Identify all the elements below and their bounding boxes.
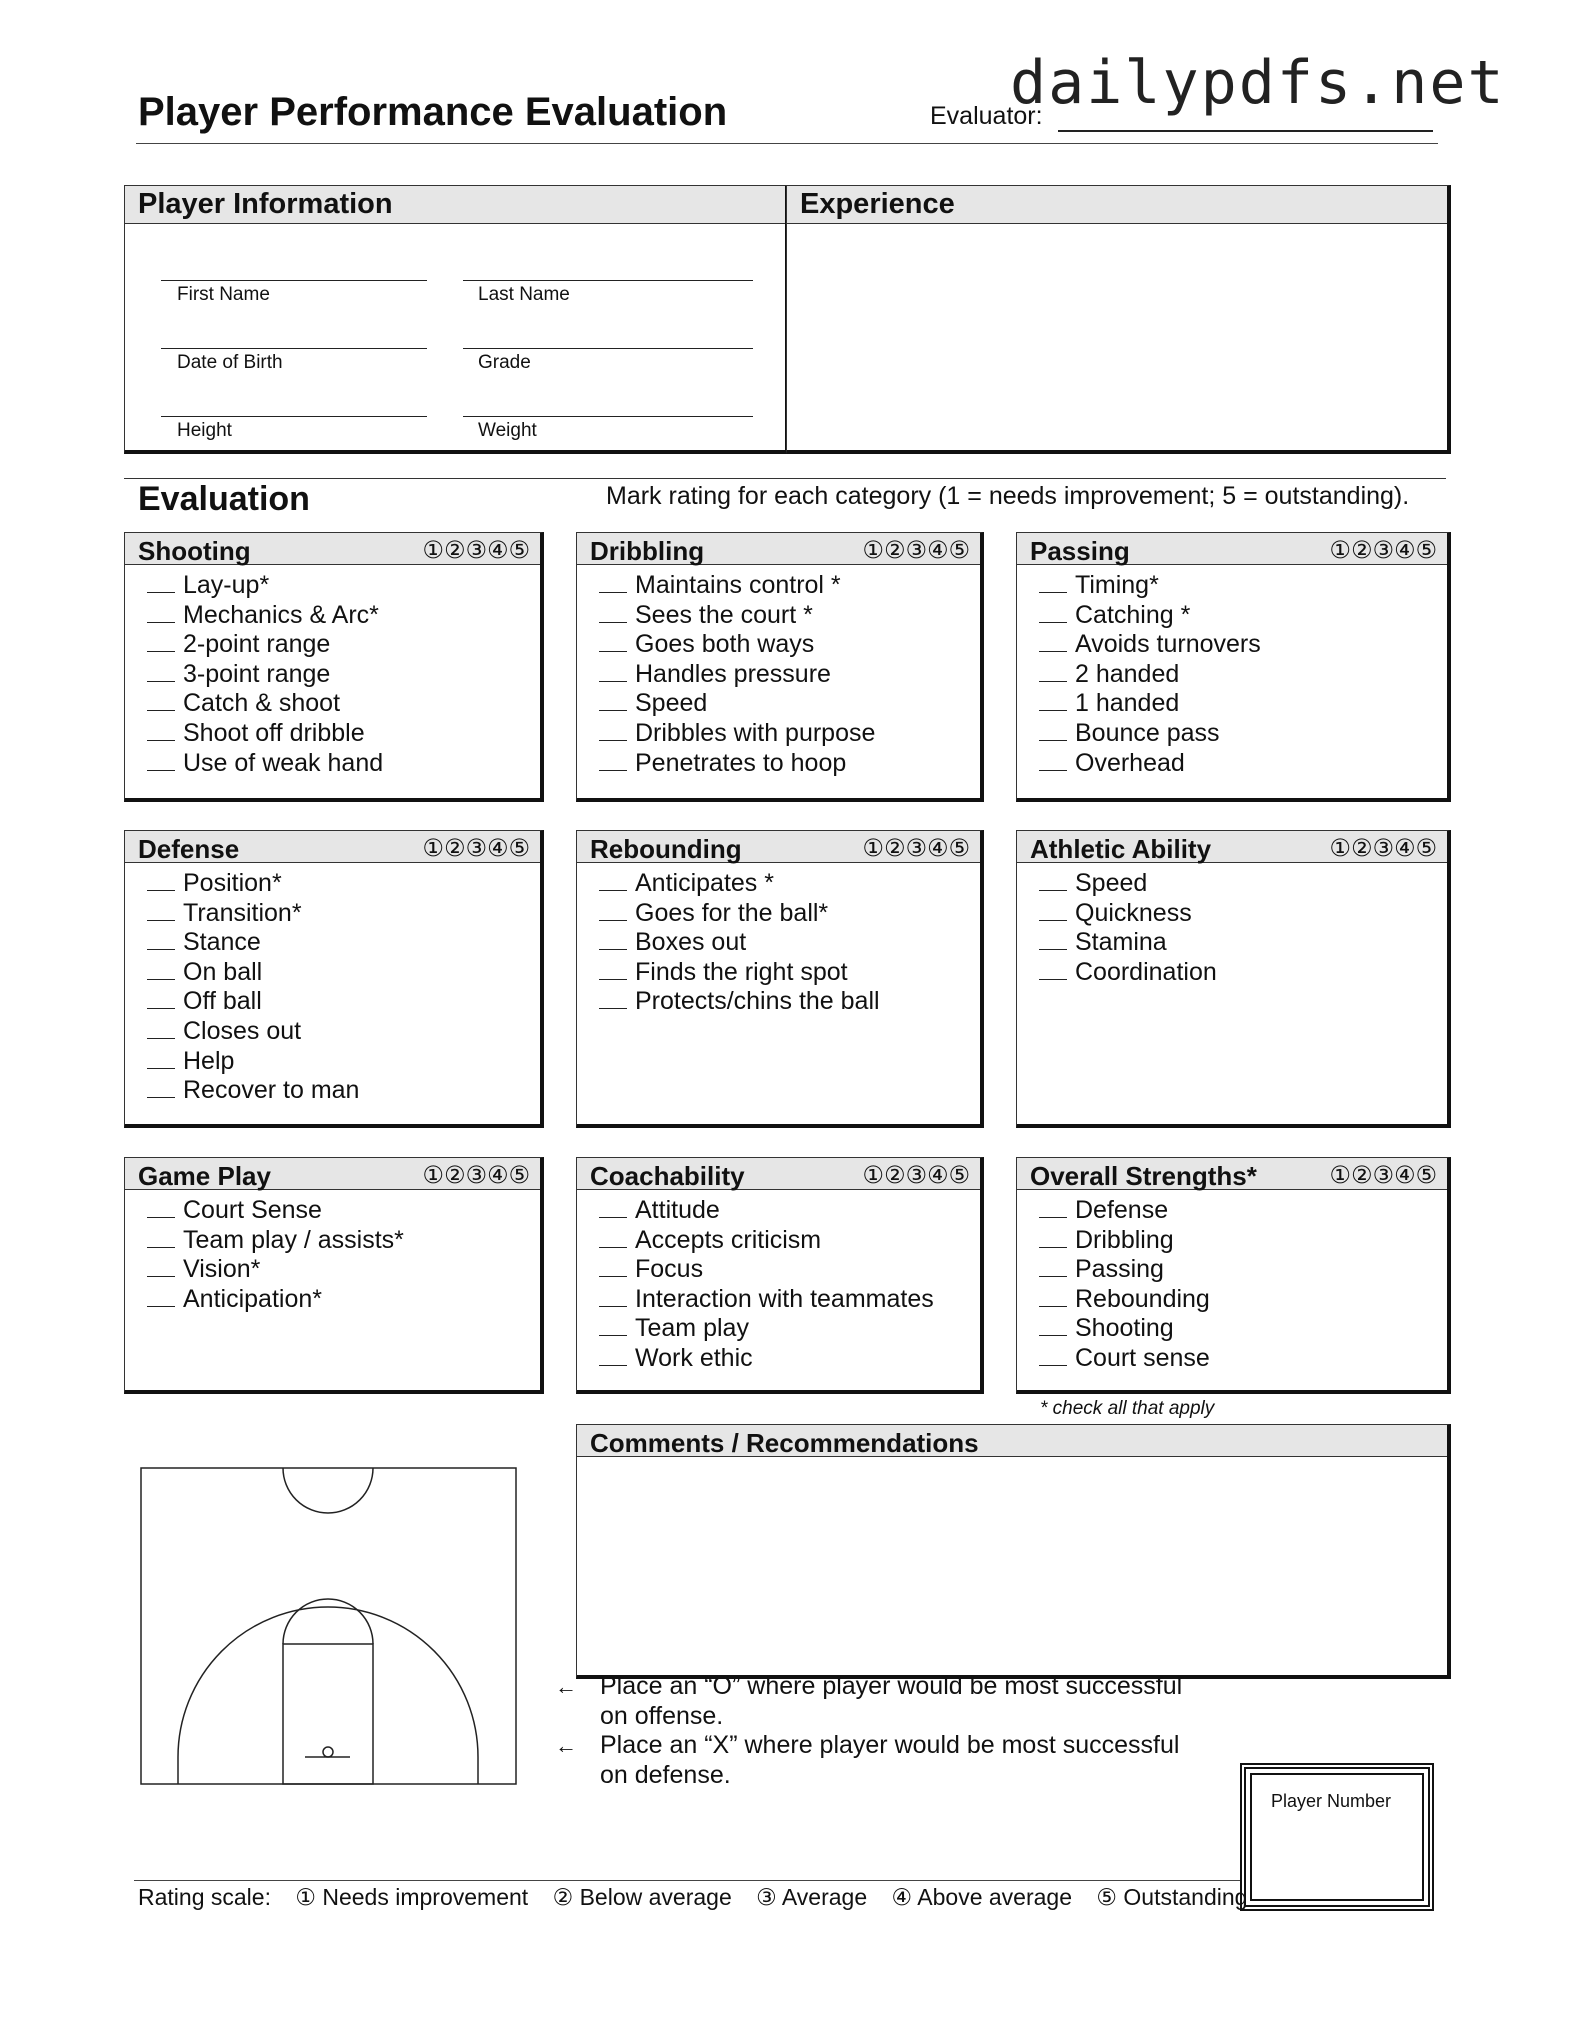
offense-instruction-text — [600, 1672, 1182, 1731]
skill-list — [147, 571, 383, 778]
category-athletic-ability — [1016, 830, 1451, 1128]
mark-blank[interactable] — [599, 870, 627, 891]
skill-item[interactable] — [1039, 928, 1217, 958]
skill-list — [599, 571, 875, 778]
mark-blank[interactable] — [147, 572, 175, 593]
skill-label: Off ball — [183, 987, 262, 1016]
skill-item[interactable] — [147, 1076, 359, 1106]
rating-circles[interactable]: ①②③④⑤ — [422, 834, 530, 862]
skill-item[interactable] — [599, 1196, 934, 1226]
offense-line-1: Place an “O” where player would be most successful — [600, 1672, 1183, 1700]
mark-blank[interactable] — [147, 1286, 175, 1307]
rating-level-3: ③ Average — [756, 1884, 868, 1910]
skill-item[interactable] — [599, 571, 875, 601]
skill-item[interactable] — [599, 689, 875, 719]
rating-circles[interactable]: ①②③④⑤ — [422, 536, 530, 564]
skill-label: Dribbling — [1075, 1225, 1174, 1254]
comments-title: Comments / Recommendations — [590, 1428, 979, 1458]
category-coachability — [576, 1157, 984, 1394]
skill-label: 1 handed — [1075, 689, 1180, 718]
skill-item[interactable] — [599, 660, 875, 690]
skill-item[interactable] — [1039, 1196, 1210, 1226]
skill-item[interactable] — [599, 1285, 934, 1315]
skill-item[interactable] — [1039, 1255, 1210, 1285]
skill-label: Court sense — [1075, 1343, 1210, 1372]
category-header — [577, 831, 980, 863]
category-title: Coachability — [590, 1161, 745, 1191]
evaluation-divider — [124, 478, 1446, 479]
skill-item[interactable] — [1039, 749, 1261, 779]
skill-label: Stance — [183, 928, 261, 957]
skill-item[interactable] — [147, 958, 359, 988]
mark-blank[interactable] — [147, 1048, 175, 1069]
category-title: Defense — [138, 834, 240, 864]
skill-label: Stamina — [1075, 928, 1167, 957]
category-title: Athletic Ability — [1030, 834, 1212, 864]
evaluator-field[interactable] — [1058, 130, 1433, 132]
category-header — [1017, 1158, 1447, 1190]
mark-blank[interactable] — [147, 1227, 175, 1248]
rating-circles[interactable]: ①②③④⑤ — [422, 1161, 530, 1189]
skill-label: Catching * — [1075, 600, 1191, 629]
skill-item[interactable] — [147, 869, 359, 899]
mark-blank[interactable] — [1039, 1345, 1067, 1366]
skill-label: Shooting — [1075, 1314, 1174, 1343]
mark-blank[interactable] — [1039, 929, 1067, 950]
skill-item[interactable] — [1039, 719, 1261, 749]
skill-label: 2-point range — [183, 630, 331, 659]
rating-circles[interactable]: ①②③④⑤ — [862, 1161, 970, 1189]
skill-item[interactable] — [147, 899, 359, 929]
player-number-box[interactable] — [1240, 1763, 1434, 1911]
skill-label: Closes out — [183, 1016, 302, 1045]
mark-blank[interactable] — [599, 1286, 627, 1307]
mark-blank[interactable] — [1039, 1227, 1067, 1248]
mark-blank[interactable] — [599, 1256, 627, 1277]
skill-label: 2 handed — [1075, 659, 1180, 688]
skill-label: Bounce pass — [1075, 718, 1220, 747]
skill-item[interactable] — [147, 1255, 404, 1285]
experience-header — [787, 186, 1447, 224]
skill-list — [1039, 869, 1217, 987]
mark-blank[interactable] — [147, 870, 175, 891]
half-court-diagram[interactable] — [140, 1467, 517, 1785]
skill-list — [599, 869, 880, 1017]
skill-label: Anticipates * — [635, 869, 774, 897]
skill-item[interactable] — [599, 899, 880, 929]
height-field[interactable] — [161, 416, 427, 417]
skill-label: Rebounding — [1075, 1284, 1210, 1313]
rating-scale-legend — [138, 1884, 1265, 1911]
mark-blank[interactable] — [147, 1018, 175, 1039]
skill-label: Avoids turnovers — [1075, 630, 1261, 659]
date-of-birth-label: Date of Birth — [177, 352, 283, 373]
skill-label: Vision* — [183, 1255, 261, 1284]
mark-blank[interactable] — [599, 1315, 627, 1336]
category-header — [577, 1158, 980, 1190]
skill-item[interactable] — [147, 1285, 404, 1315]
key-lane — [283, 1644, 373, 1784]
mark-blank[interactable] — [147, 959, 175, 980]
mark-blank[interactable] — [147, 1256, 175, 1277]
hoop — [323, 1747, 333, 1757]
skill-item[interactable] — [1039, 601, 1261, 631]
arrow-left-icon: ← — [555, 1733, 577, 1758]
category-header — [1017, 831, 1447, 863]
rating-scale-label: Rating scale: — [138, 1884, 271, 1910]
skill-list — [1039, 571, 1261, 778]
skill-item[interactable] — [147, 1226, 404, 1256]
mark-blank[interactable] — [599, 1227, 627, 1248]
skill-list — [147, 869, 359, 1106]
skill-item[interactable] — [599, 601, 875, 631]
skill-label: Work ethic — [635, 1343, 753, 1372]
mark-blank[interactable] — [1039, 870, 1067, 891]
skill-item[interactable] — [147, 1047, 359, 1077]
skill-item[interactable] — [1039, 1344, 1210, 1374]
skill-list — [147, 1196, 404, 1314]
category-passing — [1016, 532, 1451, 802]
category-overall-strengths — [1016, 1157, 1451, 1394]
skill-item[interactable] — [147, 719, 383, 749]
mark-blank[interactable] — [1039, 602, 1067, 623]
category-title: Shooting — [138, 536, 251, 566]
category-header — [125, 1158, 540, 1190]
mark-blank[interactable] — [147, 988, 175, 1009]
mark-blank[interactable] — [147, 631, 175, 652]
mark-blank[interactable] — [147, 602, 175, 623]
rating-level-4: ④ Above average — [891, 1884, 1072, 1910]
skill-label: Timing* — [1075, 571, 1159, 599]
page-title: Player Performance Evaluation — [138, 90, 728, 134]
skill-label: Passing — [1075, 1255, 1164, 1284]
skill-label: Team play — [635, 1314, 749, 1343]
category-header — [125, 533, 540, 565]
skill-label: Speed — [1075, 869, 1148, 897]
skill-label: Coordination — [1075, 957, 1217, 986]
skill-label: Accepts criticism — [635, 1225, 822, 1254]
player-number-label: Player Number — [1271, 1791, 1392, 1811]
category-shooting — [124, 532, 544, 802]
height-label: Height — [177, 420, 232, 441]
evaluation-heading: Evaluation — [138, 480, 310, 518]
mark-blank[interactable] — [147, 750, 175, 771]
category-game-play — [124, 1157, 544, 1394]
skill-item[interactable] — [599, 1344, 934, 1374]
skill-item[interactable] — [599, 719, 875, 749]
rating-circles[interactable]: ①②③④⑤ — [1329, 536, 1437, 564]
watermark: dailypdfs.net — [1010, 48, 1506, 118]
mark-blank[interactable] — [599, 720, 627, 741]
category-header — [1017, 533, 1447, 565]
skill-label: Attitude — [635, 1196, 720, 1224]
skill-label: Transition* — [183, 898, 302, 927]
skill-list — [599, 1196, 934, 1374]
skill-item[interactable] — [599, 1314, 934, 1344]
skill-item[interactable] — [1039, 660, 1261, 690]
mark-blank[interactable] — [599, 750, 627, 771]
skill-item[interactable] — [147, 630, 383, 660]
mark-blank[interactable] — [599, 1197, 627, 1218]
skill-item[interactable] — [1039, 869, 1217, 899]
mark-blank[interactable] — [1039, 690, 1067, 711]
skill-item[interactable] — [147, 1196, 404, 1226]
skill-label: Lay-up* — [183, 571, 270, 599]
skill-item[interactable] — [1039, 630, 1261, 660]
mark-blank[interactable] — [599, 900, 627, 921]
skill-label: Interaction with teammates — [635, 1284, 934, 1313]
experience-title: Experience — [800, 188, 955, 220]
skill-item[interactable] — [1039, 1285, 1210, 1315]
mark-blank[interactable] — [147, 1077, 175, 1098]
skill-item[interactable] — [147, 660, 383, 690]
category-title: Passing — [1030, 536, 1130, 566]
rating-level-2: ② Below average — [552, 1884, 732, 1910]
skill-item[interactable] — [147, 987, 359, 1017]
mark-blank[interactable] — [147, 900, 175, 921]
category-title: Dribbling — [590, 536, 705, 566]
skill-label: Goes both ways — [635, 630, 815, 659]
mark-blank[interactable] — [599, 661, 627, 682]
mark-blank[interactable] — [599, 602, 627, 623]
skill-label: Quickness — [1075, 898, 1192, 927]
comments-panel[interactable] — [576, 1424, 1451, 1679]
skill-item[interactable] — [147, 749, 383, 779]
defense-instruction — [555, 1731, 577, 1761]
arrow-left-icon: ← — [555, 1674, 577, 1699]
category-dribbling — [576, 532, 984, 802]
skill-item[interactable] — [1039, 571, 1261, 601]
grade-label: Grade — [478, 352, 531, 373]
mark-blank[interactable] — [147, 690, 175, 711]
skill-item[interactable] — [1039, 1226, 1210, 1256]
skill-label: Help — [183, 1046, 235, 1075]
skill-item[interactable] — [599, 630, 875, 660]
defense-line-2: on defense. — [600, 1760, 731, 1789]
date-of-birth-field[interactable] — [161, 348, 427, 349]
mark-blank[interactable] — [599, 929, 627, 950]
skill-item[interactable] — [147, 1017, 359, 1047]
mark-blank[interactable] — [599, 1345, 627, 1366]
defense-instruction-text — [600, 1731, 1179, 1790]
skill-item[interactable] — [599, 1226, 934, 1256]
skill-label: Dribbles with purpose — [635, 718, 876, 747]
offense-line-2: on offense. — [600, 1701, 724, 1730]
mark-blank[interactable] — [599, 959, 627, 980]
skill-label: Anticipation* — [183, 1284, 322, 1313]
skill-item[interactable] — [599, 1255, 934, 1285]
rating-circles[interactable]: ①②③④⑤ — [862, 536, 970, 564]
skill-item[interactable] — [147, 689, 383, 719]
skill-item[interactable] — [1039, 1314, 1210, 1344]
weight-label: Weight — [478, 420, 537, 441]
category-header — [125, 831, 540, 863]
skill-label: Penetrates to hoop — [635, 748, 847, 777]
first-name-field[interactable] — [161, 280, 427, 281]
mark-blank[interactable] — [599, 631, 627, 652]
category-defense — [124, 830, 544, 1128]
defense-line-1: Place an “X” where player would be most successful — [600, 1731, 1180, 1759]
court-boundary — [141, 1468, 516, 1784]
skill-label: Finds the right spot — [635, 957, 848, 986]
skill-list — [1039, 1196, 1210, 1374]
category-title: Overall Strengths* — [1030, 1161, 1257, 1191]
rating-circles[interactable]: ①②③④⑤ — [862, 834, 970, 862]
skill-label: Mechanics & Arc* — [183, 600, 379, 629]
skill-label: Protects/chins the ball — [635, 987, 880, 1016]
mark-blank[interactable] — [1039, 1197, 1067, 1218]
skill-label: Speed — [635, 689, 708, 718]
skill-item[interactable] — [599, 869, 880, 899]
skill-item[interactable] — [147, 601, 383, 631]
weight-field[interactable] — [463, 416, 753, 417]
rating-level-1: ① Needs improvement — [295, 1884, 529, 1910]
skill-label: Sees the court * — [635, 600, 813, 629]
mark-blank[interactable] — [1039, 720, 1067, 741]
skill-label: Handles pressure — [635, 659, 831, 688]
mark-blank[interactable] — [1039, 750, 1067, 771]
category-title: Game Play — [138, 1161, 271, 1191]
skill-label: Overhead — [1075, 748, 1185, 777]
mark-blank[interactable] — [147, 720, 175, 741]
skill-item[interactable] — [1039, 899, 1217, 929]
mark-blank[interactable] — [599, 690, 627, 711]
skill-item[interactable] — [147, 928, 359, 958]
mark-blank[interactable] — [147, 661, 175, 682]
skill-label: Shoot off dribble — [183, 718, 365, 747]
mark-blank[interactable] — [599, 988, 627, 1009]
grade-field[interactable] — [463, 348, 753, 349]
mark-blank[interactable] — [1039, 572, 1067, 593]
skill-label: Team play / assists* — [183, 1225, 404, 1254]
mark-blank[interactable] — [1039, 959, 1067, 980]
skill-item[interactable] — [599, 928, 880, 958]
skill-item[interactable] — [599, 958, 880, 988]
player-information-header — [125, 186, 785, 224]
last-name-label: Last Name — [478, 284, 570, 305]
category-rebounding — [576, 830, 984, 1128]
mark-blank[interactable] — [599, 572, 627, 593]
skill-label: 3-point range — [183, 659, 331, 688]
player-information-panel — [124, 185, 789, 454]
evaluator-label: Evaluator: — [930, 102, 1043, 130]
skill-label: Recover to man — [183, 1076, 360, 1105]
skill-label: Catch & shoot — [183, 689, 341, 718]
skill-label: Maintains control * — [635, 571, 841, 599]
footer-divider — [134, 1880, 1240, 1881]
free-throw-circle — [283, 1599, 373, 1644]
skill-item[interactable] — [599, 987, 880, 1017]
evaluation-instructions: Mark rating for each category (1 = needs improvement; 5 = outstanding). — [606, 482, 1410, 510]
mark-blank[interactable] — [1039, 661, 1067, 682]
header-divider — [136, 143, 1438, 144]
mark-blank[interactable] — [1039, 1286, 1067, 1307]
mark-blank[interactable] — [1039, 900, 1067, 921]
mark-blank[interactable] — [147, 929, 175, 950]
check-all-note: * check all that apply — [1040, 1398, 1215, 1419]
mark-blank[interactable] — [1039, 1256, 1067, 1277]
last-name-field[interactable] — [463, 280, 753, 281]
mark-blank[interactable] — [1039, 1315, 1067, 1336]
skill-label: Boxes out — [635, 928, 747, 957]
rating-level-5: ⑤ Outstanding — [1096, 1884, 1248, 1910]
mark-blank[interactable] — [1039, 631, 1067, 652]
skill-label: Position* — [183, 869, 282, 897]
category-header — [577, 533, 980, 565]
skill-label: Defense — [1075, 1196, 1169, 1224]
skill-label: On ball — [183, 957, 263, 986]
first-name-label: First Name — [177, 284, 270, 305]
skill-label: Use of weak hand — [183, 748, 384, 777]
skill-item[interactable] — [599, 749, 875, 779]
skill-item[interactable] — [1039, 958, 1217, 988]
skill-label: Goes for the ball* — [635, 898, 829, 927]
skill-item[interactable] — [1039, 689, 1261, 719]
player-information-title: Player Information — [138, 188, 393, 220]
category-title: Rebounding — [590, 834, 742, 864]
rating-circles[interactable]: ①②③④⑤ — [1329, 834, 1437, 862]
skill-label: Focus — [635, 1255, 704, 1284]
experience-panel[interactable] — [786, 185, 1451, 454]
mark-blank[interactable] — [147, 1197, 175, 1218]
comments-header — [577, 1425, 1447, 1457]
skill-item[interactable] — [147, 571, 383, 601]
rating-circles[interactable]: ①②③④⑤ — [1329, 1161, 1437, 1189]
center-circle — [283, 1468, 373, 1513]
skill-label: Court Sense — [183, 1196, 322, 1224]
offense-instruction — [555, 1672, 577, 1702]
